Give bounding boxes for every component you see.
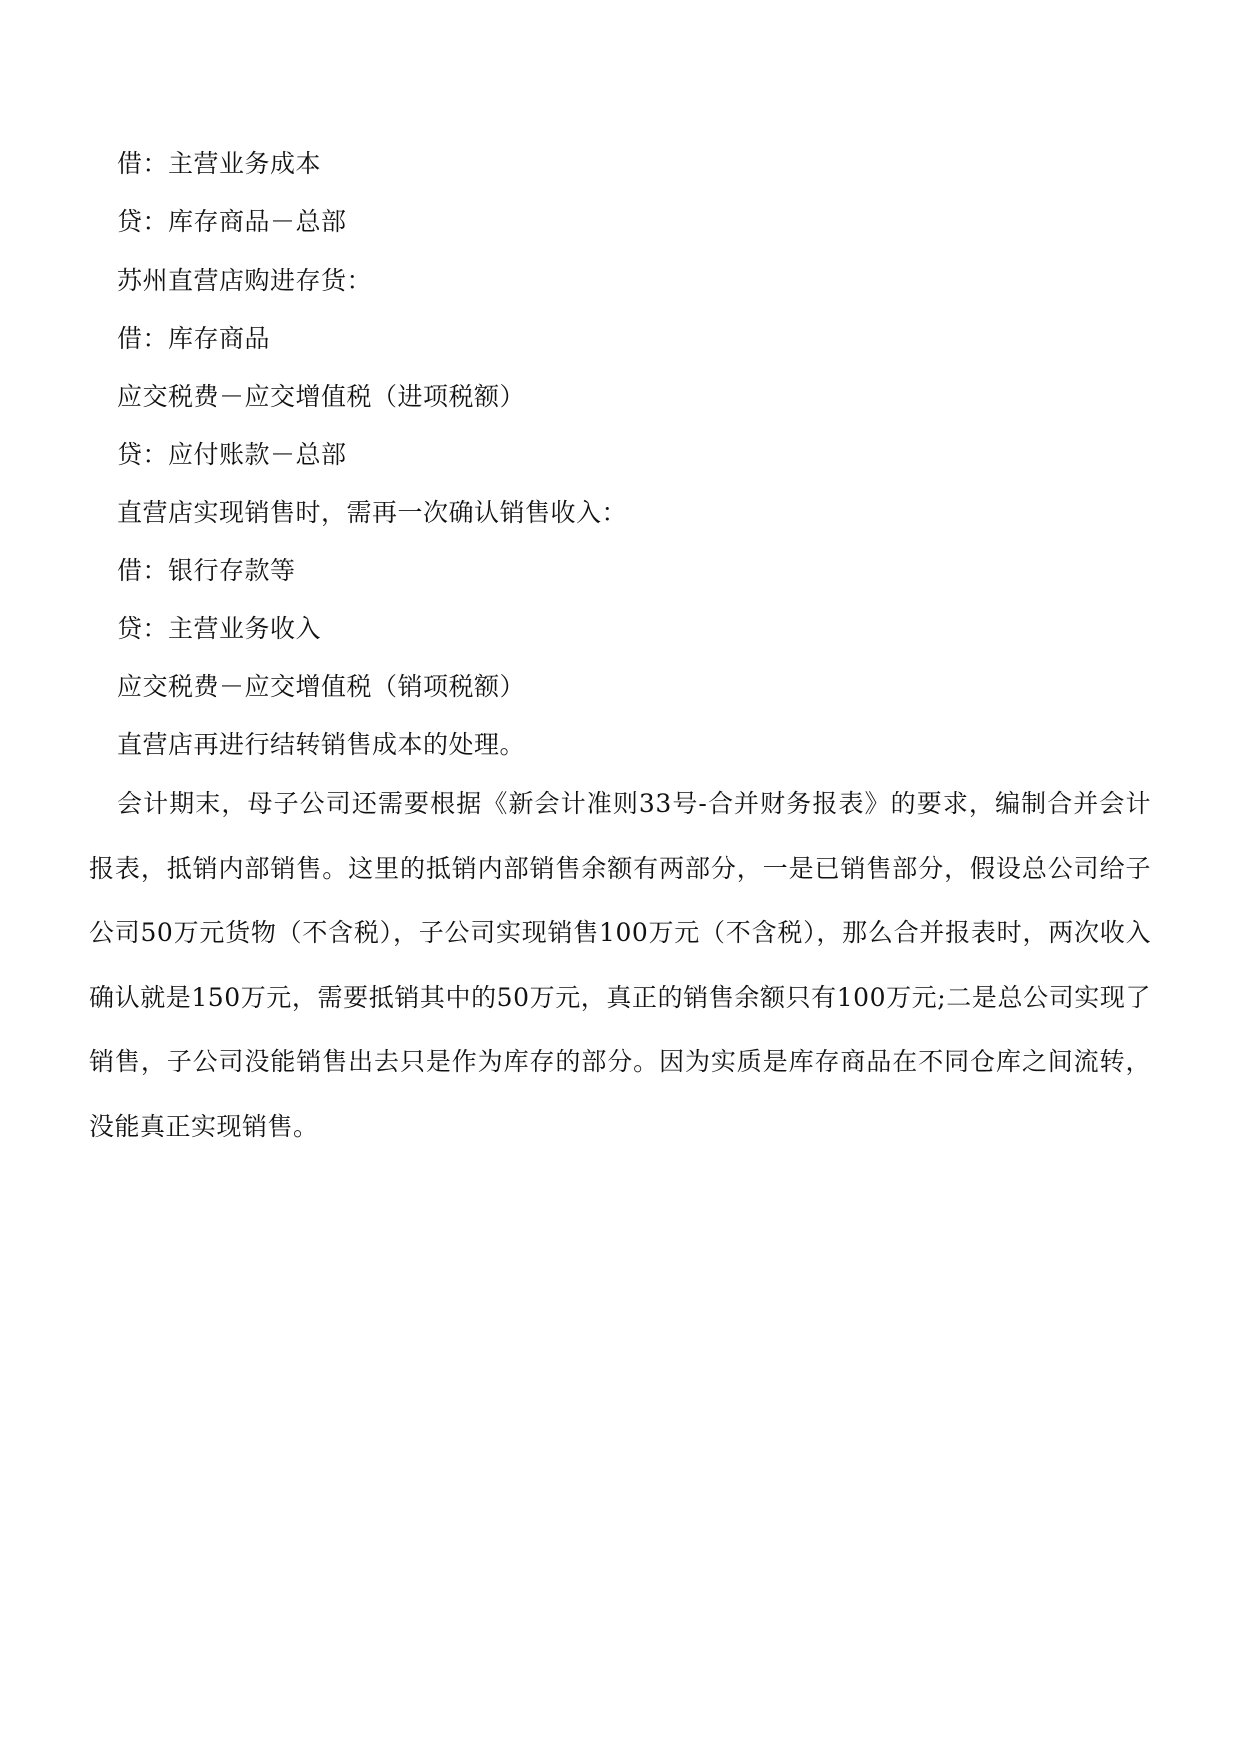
entry-line-credit-payable: 贷：应付账款－总部 [117, 440, 347, 469]
consolidation-paragraph: 会计期末，母子公司还需要根据《新会计准则33号-合并财务报表》的要求，编制合并会计报表，抵销内部销售。这里的抵销内部销售余额有两部分，一是已销售部分，假设总公司给子公司50万元货物（不含税），子公司实现销售100万元（不含税），那么合并报表时，两次收入确认就是150万元，需要抵销其中的50万元，真正的销售余额只有100万元;二是总公司实现了销售，子公司没能销售出去只是作为库存的部分。因为实质是库存商品在不同仓库之间流转，没能真正实现销售。 [89, 789, 1151, 1141]
entry-line-debit-inventory: 借：库存商品 [117, 324, 271, 353]
entry-line-debit-bank: 借：银行存款等 [117, 556, 296, 585]
entry-line-store-sale: 直营店实现销售时，需再一次确认销售收入： [117, 498, 628, 527]
entry-line-debit-cost: 借：主营业务成本 [117, 149, 322, 178]
entry-line-input-vat: 应交税费－应交增值税（进项税额） [117, 382, 526, 411]
entry-line-suzhou-purchase: 苏州直营店购进存货： [117, 266, 373, 295]
entry-line-credit-revenue: 贷：主营业务收入 [117, 614, 322, 643]
entry-line-credit-inventory: 贷：库存商品－总部 [117, 207, 347, 236]
entry-line-output-vat: 应交税费－应交增值税（销项税额） [117, 672, 526, 701]
entry-line-cost-transfer: 直营店再进行结转销售成本的处理。 [117, 730, 526, 759]
